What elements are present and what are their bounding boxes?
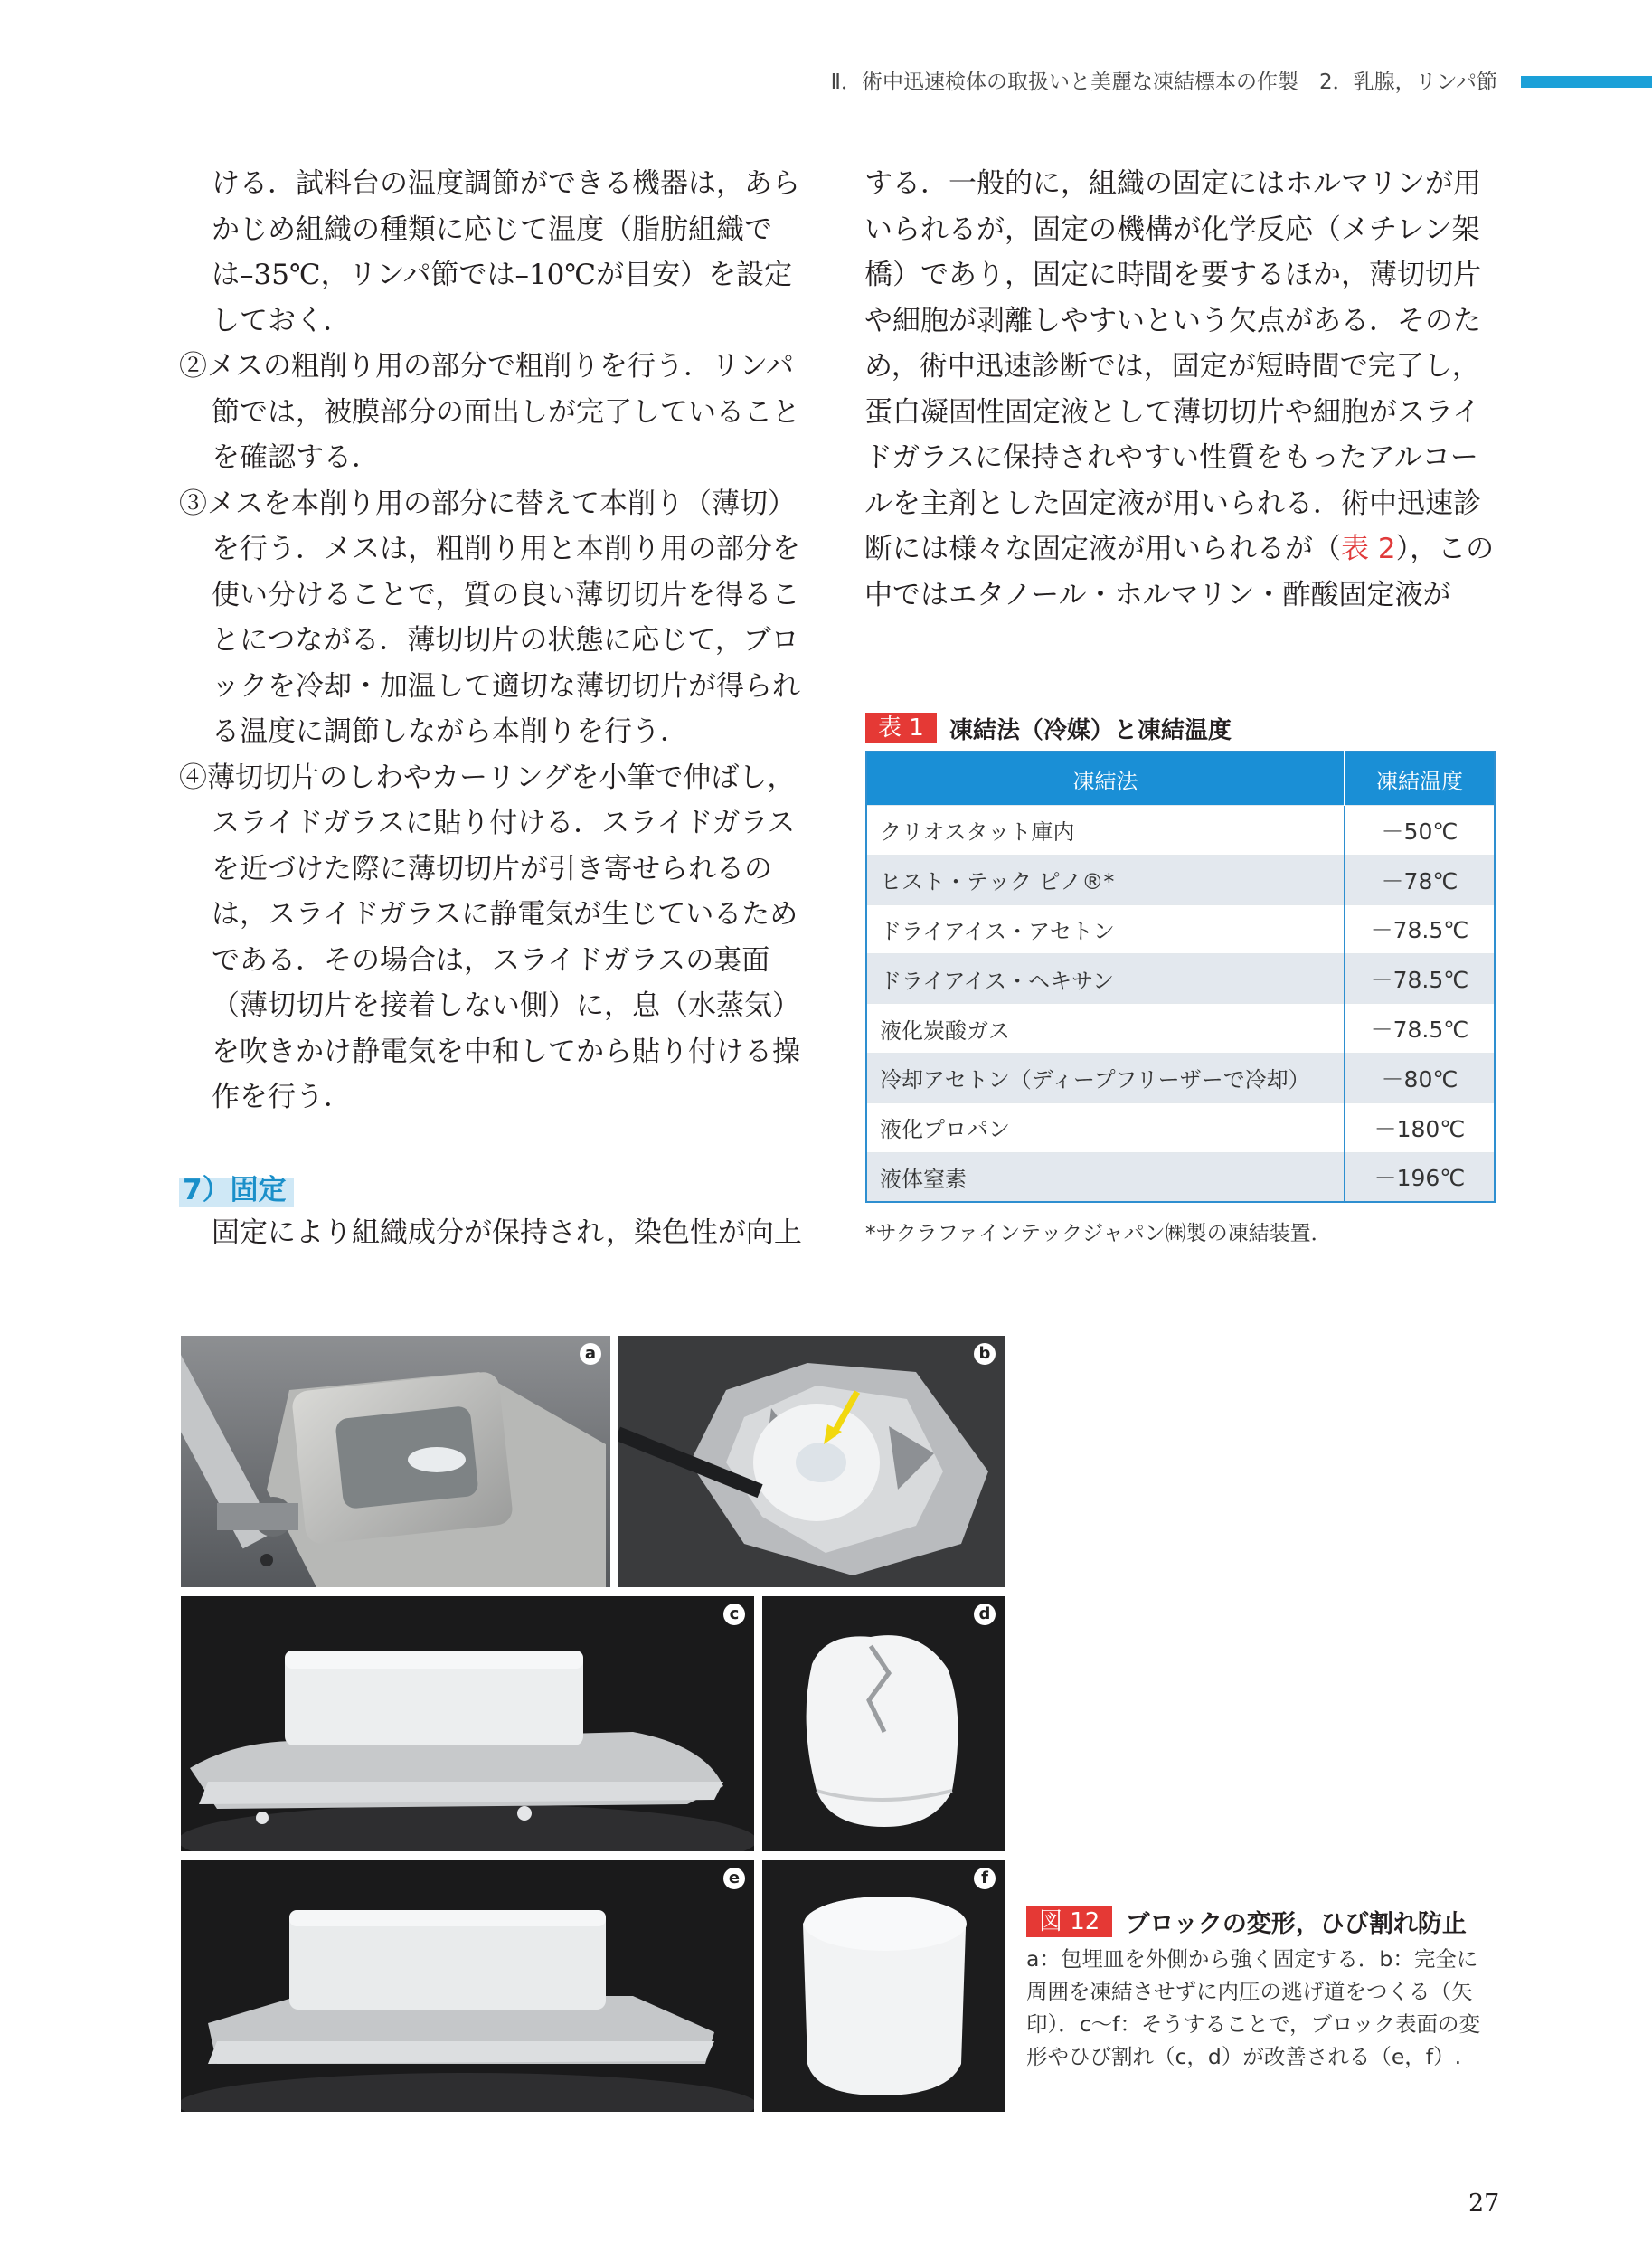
photo-panel-e (181, 1860, 754, 2112)
header-accent-bar (1521, 76, 1652, 88)
table-row (866, 806, 1495, 856)
table-header-row (866, 752, 1495, 806)
figure-title-line (1026, 1904, 1496, 1939)
left-column (179, 161, 812, 1121)
photo-panel-f (762, 1860, 1005, 2112)
table-row (866, 1102, 1495, 1152)
running-header: Ⅱ．術中迅速検体の取扱いと美麗な凍結標本の作製 2．乳腺，リンパ節 (830, 71, 1497, 94)
method-cell: ドライアイス・アセトン (866, 904, 1345, 954)
cracked-block-illustration (762, 1596, 1005, 1851)
panel-label-f: f (974, 1868, 996, 1889)
cryostat-chuck-illustration (181, 1336, 610, 1587)
panel-label-d: d (974, 1604, 996, 1625)
table-row (866, 1053, 1495, 1102)
photo-panel-b (618, 1336, 1005, 1587)
figure-title: ブロックの変形，ひび割れ防止 (1125, 1910, 1467, 1938)
table-title: 凍結法（冷媒）と凍結温度 (949, 716, 1232, 744)
step-2: ②メスの粗削り用の部分で粗削りを行う．リンパ節では，被膜部分の面出しが完了していることを確認する． (179, 350, 800, 474)
step-3: ③メスを本削り用の部分に替えて本削り（薄切）を行う．メスは，粗削り用と本削り用の部分を使い分けることで，質の良い薄切切片を得ることにつながる．薄切切片の状態に応じて，ブロックを冷却・加温して適切な薄切切片が得られる温度に調節しながら本削りを行う． (179, 487, 800, 748)
panel-label-b: b (974, 1343, 996, 1365)
right-column (864, 161, 1497, 618)
method-cell: 液化炭酸ガス (866, 1004, 1345, 1054)
panel-label-c: c (723, 1604, 745, 1625)
header-temperature: 凍結温度 (1345, 752, 1495, 806)
temperature-cell: －78.5℃ (1345, 954, 1495, 1004)
temperature-cell: －50℃ (1345, 806, 1495, 856)
fixation-text-a: する．一般的に，組織の固定にはホルマリンが用いられるが，固定の機構が化学反応（メチレン架橋）であり，固定に時間を要するほか，薄切切片や細胞が剥離しやすいという欠点がある．そのため，術中迅速診断では，固定が短時間で完了し，蛋白凝固性固定液として薄切切片や細胞がスライドガラスに保持されやすい性質をもったアルコールを主剤とした固定液が用いられる．術中迅速診断には様々な固定液が用いられるが（ (864, 167, 1481, 565)
intact-block-side-illustration (181, 1860, 754, 2112)
table-row (866, 1004, 1495, 1054)
section-fixation-body: 固定により組織成分が保持され，染色性が向上 (212, 1216, 802, 1249)
deformed-block-side-illustration (181, 1596, 754, 1851)
freezing-method-table (865, 751, 1496, 1203)
table-row (866, 855, 1495, 904)
figure-label-badge: 図 12 (1026, 1906, 1112, 1937)
temperature-cell: －80℃ (1345, 1053, 1495, 1102)
method-cell: ヒスト・テック ピノ®* (866, 855, 1345, 904)
figure-caption-text: a：包埋皿を外側から強く固定する．b：完全に周囲を凍結させずに内圧の逃げ道をつくる（矢印）．c〜f：そうすることで，ブロック表面の変形やひび割れ（c，d）が改善される（e，f）. (1026, 1946, 1481, 2069)
temperature-cell: －78.5℃ (1345, 1004, 1495, 1054)
fixation-paragraph (864, 161, 1497, 618)
temperature-cell: －196℃ (1345, 1152, 1495, 1202)
figure-12-caption (1026, 1904, 1496, 2073)
header-method: 凍結法 (866, 752, 1345, 806)
table-row (866, 904, 1495, 954)
foil-wrapped-block-illustration (618, 1336, 1005, 1587)
method-cell: 液化プロパン (866, 1102, 1345, 1152)
method-cell: 冷却アセトン（ディープフリーザーで冷却） (866, 1053, 1345, 1102)
paragraph-step1-continued: ける．試料台の温度調節ができる機器は，あらかじめ組織の種類に応じて温度（脂肪組織では–35℃，リンパ節では–10℃が目安）を設定しておく． (212, 167, 800, 337)
table-1-caption (865, 712, 1232, 744)
intact-block-illustration (762, 1860, 1005, 2112)
panel-label-a: a (580, 1343, 601, 1365)
page-number: 27 (1468, 2190, 1500, 2218)
method-cell: ドライアイス・ヘキサン (866, 954, 1345, 1004)
method-cell: クリオスタット庫内 (866, 806, 1345, 856)
photo-panel-d (762, 1596, 1005, 1851)
table-label-badge: 表 1 (865, 713, 937, 743)
panel-label-e: e (723, 1868, 745, 1889)
method-cell: 液体窒素 (866, 1152, 1345, 1202)
temperature-cell: －180℃ (1345, 1102, 1495, 1152)
table-row (866, 954, 1495, 1004)
table-2-reference-link[interactable]: 表 2 (1341, 533, 1396, 565)
section-heading-fixation: 7）固定 (179, 1165, 294, 1207)
photo-panel-c (181, 1596, 754, 1851)
photo-panel-a (181, 1336, 610, 1587)
table-row (866, 1152, 1495, 1202)
fixation-text-b: ），この中ではエタノール・ホルマリン・酢酸固定液が (864, 533, 1495, 611)
table-footnote: *サクラファインテックジャパン㈱製の凍結装置． (865, 1222, 1332, 1245)
step-4: ④薄切切片のしわやカーリングを小筆で伸ばし，スライドガラスに貼り付ける．スライドガラスを近づけた際に薄切切片が引き寄せられるのは，スライドガラスに静電気が生じているためである．その場合は，スライドガラスの裏面（薄切切片を接着しない側）に，息（水蒸気）を吹きかけ静電気を中和してから貼り付ける操作を行う． (179, 761, 800, 1113)
temperature-cell: －78℃ (1345, 855, 1495, 904)
temperature-cell: －78.5℃ (1345, 904, 1495, 954)
